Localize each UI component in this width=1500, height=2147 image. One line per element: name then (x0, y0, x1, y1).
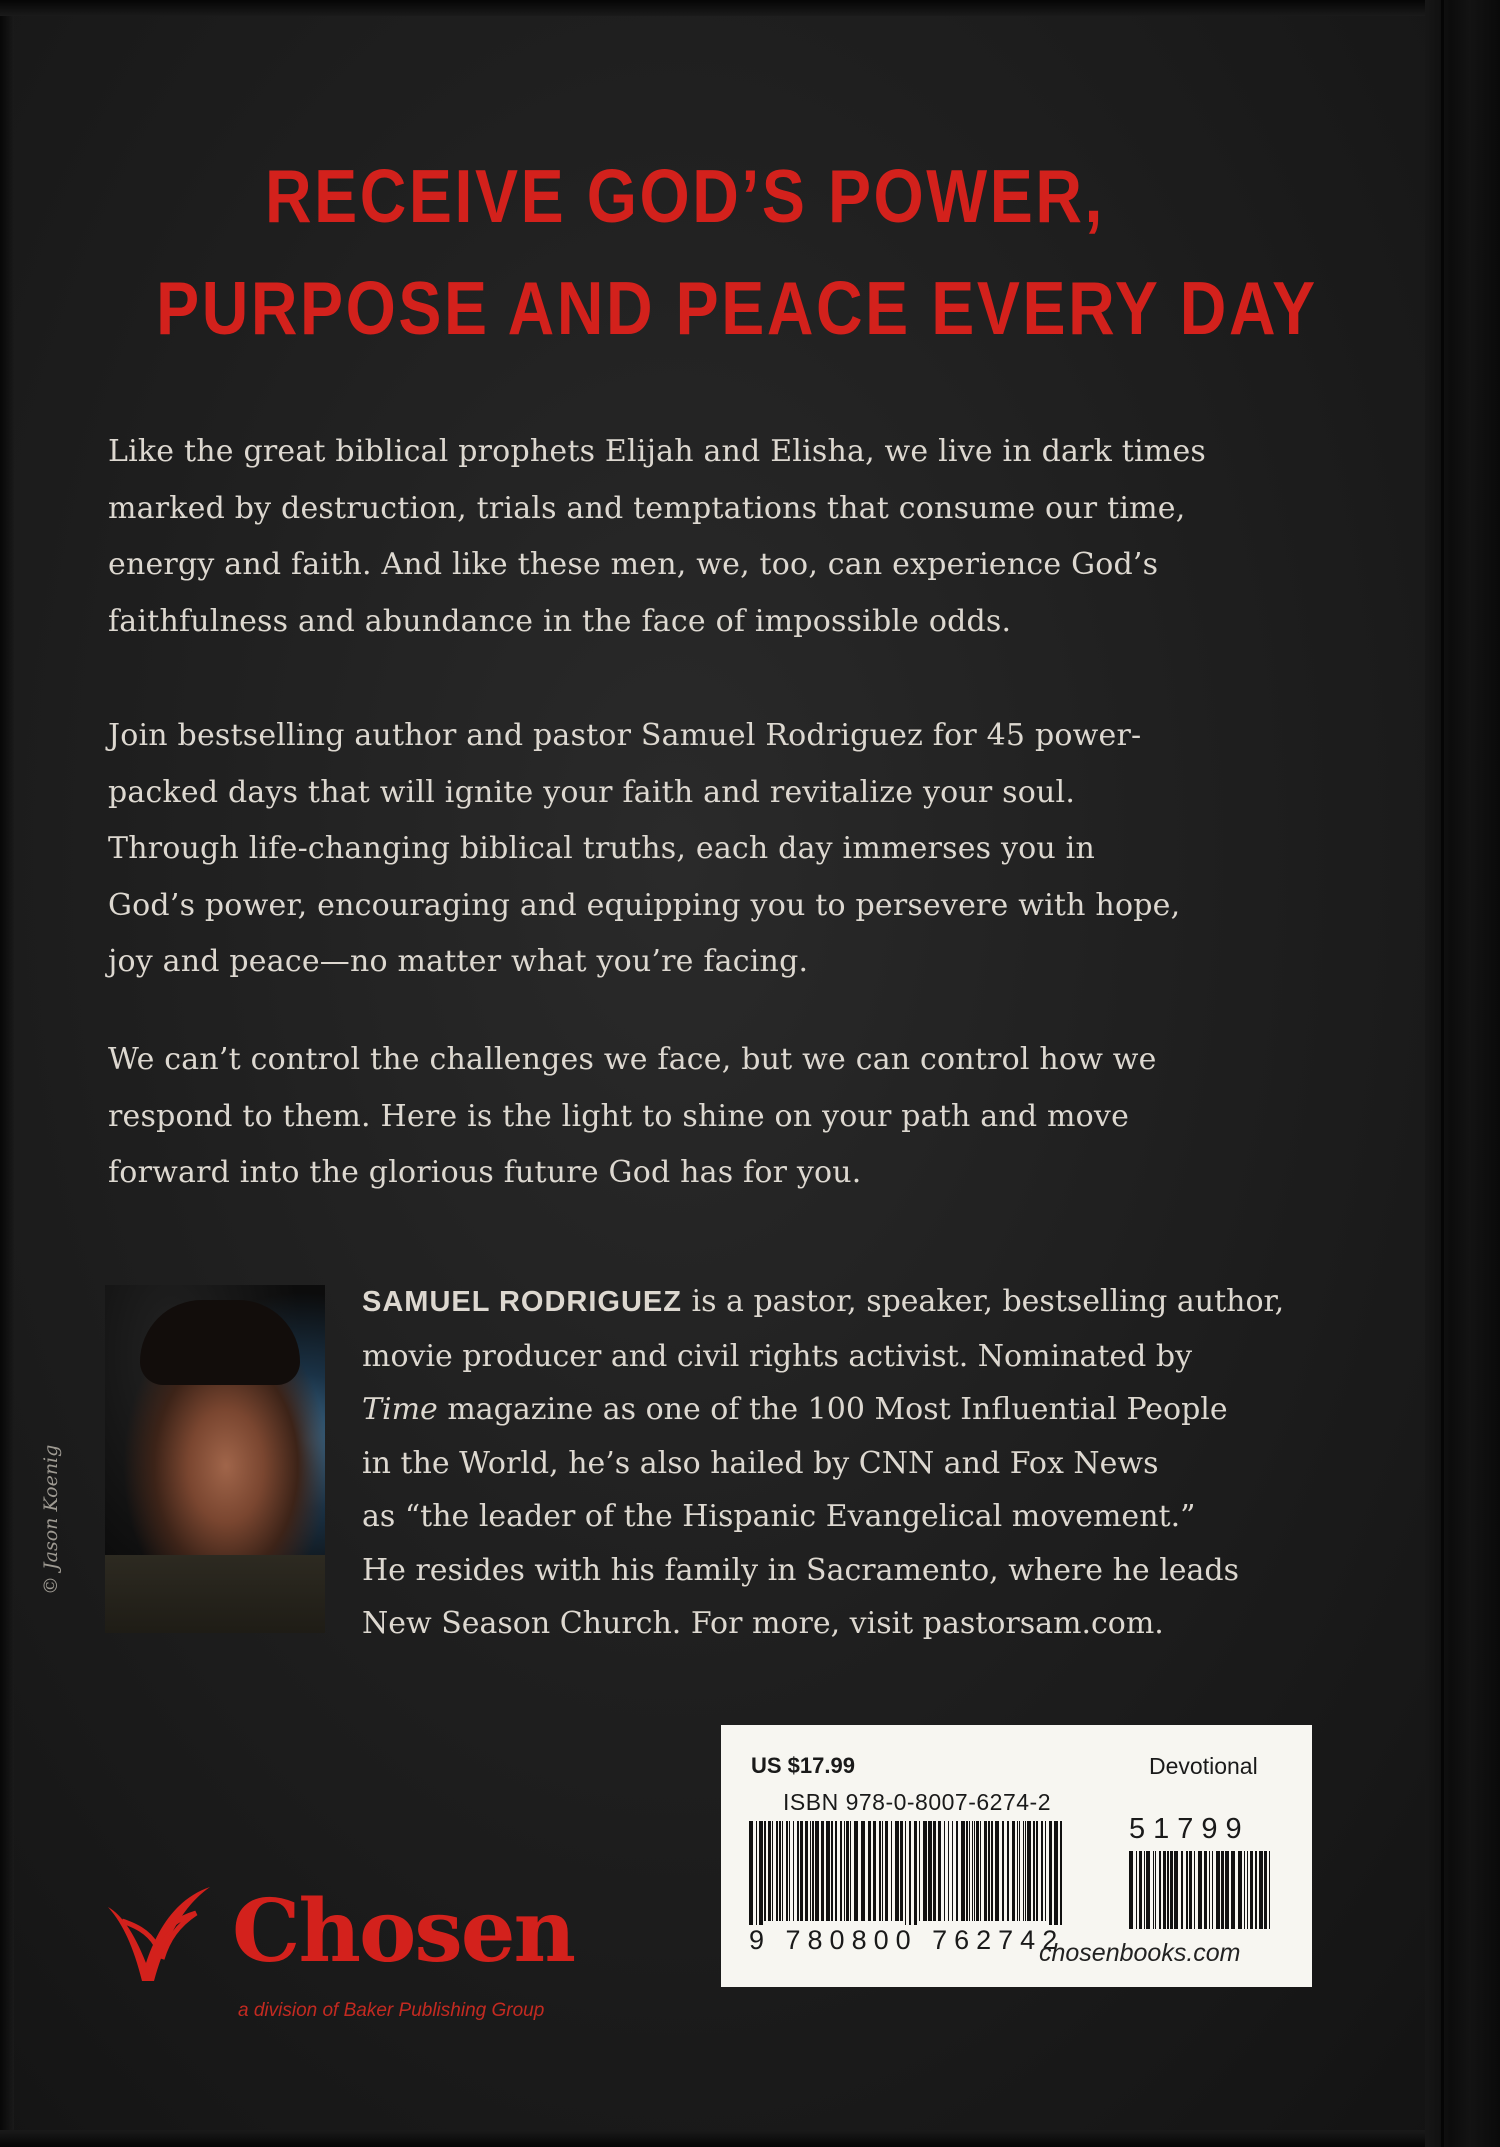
barcode-bar (821, 1821, 824, 1921)
barcode-bar (873, 1821, 876, 1921)
author-bio (362, 1275, 1322, 1651)
barcode-bar (868, 1821, 871, 1921)
barcode-bar (779, 1821, 781, 1921)
barcode-bar (805, 1821, 808, 1921)
barcode-bar (914, 1821, 917, 1933)
description-paragraph-3 (108, 1032, 1338, 1202)
barcode-bar (928, 1821, 932, 1921)
barcode-bar (1216, 1851, 1220, 1929)
board-groove (1441, 0, 1444, 2147)
barcode-bar (1186, 1851, 1188, 1929)
barcode-bar (1027, 1821, 1031, 1921)
barcode-bar (1231, 1851, 1235, 1929)
barcode-bar (972, 1821, 973, 1921)
barcode-bar (923, 1821, 927, 1921)
barcode-bar (846, 1821, 849, 1921)
barcode-bar (831, 1821, 833, 1921)
barcode-bar (1054, 1821, 1058, 1933)
barcode-bar (895, 1821, 899, 1921)
publisher-logo-text: Chosen (232, 1881, 574, 1982)
barcode-bar (948, 1821, 949, 1921)
barcode-bar (1153, 1851, 1154, 1929)
barcode-bar (969, 1821, 970, 1921)
bottom-edge (0, 2130, 1500, 2147)
barcode-bar (1007, 1821, 1009, 1921)
barcode-bar (1181, 1851, 1183, 1929)
text-line: energy and faith. And like these men, we, too, can experience God’s (108, 547, 1159, 582)
barcode-bar (826, 1821, 830, 1921)
headline-line-2: PURPOSE AND PEACE EVERY DAY (156, 266, 1318, 350)
barcode-bar (764, 1821, 766, 1921)
category: Devotional (1149, 1753, 1258, 1779)
text-line: Join bestselling author and pastor Samuel Rodriguez for 45 power- (108, 718, 1142, 753)
barcode-bar (861, 1821, 865, 1921)
bio-line (362, 1275, 1322, 1330)
description-paragraph-2 (108, 708, 1338, 991)
barcode-bar (776, 1821, 778, 1921)
price: US $17.99 (751, 1753, 855, 1778)
barcode-bar (844, 1821, 845, 1921)
right-board-edge (1425, 0, 1500, 2147)
barcode-bar (956, 1821, 958, 1921)
left-edge (0, 0, 14, 2147)
barcode-bar (1250, 1851, 1253, 1929)
barcode-bar (944, 1821, 945, 1921)
photo-hair (140, 1300, 300, 1385)
barcode-bar (1060, 1821, 1062, 1933)
barcode-bar (933, 1821, 936, 1921)
bio-text: is a pastor, speaker, bestselling author, (681, 1284, 1285, 1319)
text-line: respond to them. Here is the light to shine on your path and move (108, 1098, 1130, 1134)
barcode-bar (1129, 1851, 1133, 1929)
barcode-bars (749, 1821, 1119, 1941)
barcode-bar (1264, 1851, 1267, 1929)
barcode-bar (900, 1821, 903, 1921)
barcode-bar (1269, 1851, 1270, 1929)
magazine-name: Time (362, 1392, 438, 1427)
barcode-bar (974, 1821, 975, 1921)
barcode-bar (891, 1821, 892, 1921)
barcode-bar (812, 1821, 814, 1921)
barcode-bar (1170, 1851, 1173, 1929)
photo-credit: © Jason Koenig (40, 1444, 62, 1595)
barcode-addon-bars (1129, 1851, 1287, 1931)
barcode-bar (952, 1821, 953, 1921)
chosen-logo-icon (104, 1885, 234, 1995)
barcode-bar (1045, 1821, 1046, 1921)
website: chosenbooks.com (1039, 1939, 1241, 1967)
description-paragraph-1 (108, 424, 1338, 650)
text-line: faithfulness and abundance in the face of impossible odds. (108, 603, 1012, 639)
barcode-bar (1209, 1851, 1210, 1929)
author-name: SAMUEL RODRIGUEZ (362, 1286, 682, 1318)
barcode-bar (879, 1821, 881, 1921)
barcode-bar (835, 1821, 837, 1921)
isbn: ISBN 978-0-8007-6274-2 (783, 1789, 1051, 1815)
text-line: forward into the glorious future God has for you. (108, 1155, 862, 1190)
text-line: marked by destruction, trials and temptations that consume our time, (108, 490, 1186, 526)
barcode-bar (988, 1821, 990, 1921)
bio-text: magazine as one of the 100 Most Influential People (437, 1392, 1228, 1427)
barcode-bar (810, 1821, 811, 1921)
text-line: packed days that will ignite your faith and revitalize your soul. (108, 774, 1076, 810)
barcode-bar (815, 1821, 819, 1921)
barcode-bar (1225, 1851, 1229, 1929)
barcode-bar (1155, 1851, 1156, 1929)
top-edge (0, 0, 1500, 16)
barcode-bar (1033, 1821, 1035, 1921)
barcode-bar (1023, 1821, 1024, 1921)
barcode-bar (782, 1821, 783, 1921)
barcode-bar (976, 1821, 979, 1921)
barcode-bar (768, 1821, 771, 1921)
barcode-bar (966, 1821, 968, 1921)
barcode-bar (759, 1821, 763, 1933)
barcode-bar (882, 1821, 883, 1921)
barcode-bar (772, 1821, 773, 1921)
barcode-bar (1259, 1851, 1263, 1929)
bio-line: movie producer and civil rights activist. Nominated by (362, 1338, 1193, 1374)
barcode-bar (854, 1821, 858, 1921)
barcode-bar (1136, 1851, 1137, 1929)
barcode-bar (800, 1821, 803, 1921)
barcode-bar (984, 1821, 987, 1921)
barcode-bar (1247, 1851, 1248, 1929)
barcode-bar (1146, 1851, 1150, 1929)
barcode-bar (1159, 1851, 1161, 1929)
barcode-bar (1036, 1821, 1038, 1921)
barcode-bar (1174, 1851, 1178, 1929)
text-line: Through life-changing biblical truths, each day immerses you in (108, 831, 1095, 866)
barcode-bar (793, 1821, 794, 1921)
barcode-bar (1041, 1821, 1043, 1921)
barcode-bar (756, 1821, 757, 1933)
barcode-bar (1212, 1851, 1213, 1929)
barcode-bar (991, 1821, 993, 1921)
bio-line: He resides with his family in Sacramento, where he leads (362, 1552, 1240, 1588)
text-line: Like the great biblical prophets Elijah and Elisha, we live in dark times (108, 434, 1206, 469)
barcode-bar (1019, 1821, 1020, 1921)
barcode-bar (885, 1821, 888, 1921)
barcode-bar (995, 1821, 999, 1921)
barcode-bar (1167, 1851, 1169, 1929)
bio-line (362, 1383, 1322, 1437)
publisher-tagline: a division of Baker Publishing Group (238, 2000, 545, 2021)
barcode-bar (1025, 1821, 1026, 1921)
text-line: joy and peace—no matter what you’re facing. (108, 944, 809, 979)
barcode-bar (840, 1821, 842, 1921)
text-line: We can’t control the challenges we face, but we can control how we (108, 1042, 1157, 1077)
barcode-bar (938, 1821, 941, 1921)
barcode-bar (1139, 1851, 1142, 1929)
barcode-bar (786, 1821, 788, 1921)
barcode-bar (919, 1821, 920, 1921)
barcode-bar (1238, 1851, 1242, 1929)
barcode-bar (850, 1821, 851, 1921)
barcode-bar (1049, 1821, 1052, 1933)
barcode-bar (749, 1821, 753, 1933)
bio-line: New Season Church. For more, visit pastorsam.com. (362, 1606, 1164, 1641)
bio-line: in the World, he’s also hailed by CNN and Fox News (362, 1445, 1159, 1481)
barcode-bar (1198, 1851, 1202, 1929)
barcode-bar (1221, 1851, 1224, 1929)
text-line: God’s power, encouraging and equipping you to persevere with hope, (108, 887, 1181, 923)
barcode-bar (980, 1821, 981, 1921)
barcode-box (721, 1725, 1312, 1987)
barcode-digits: 9 780800 762742 (749, 1925, 1065, 1955)
author-photo (105, 1285, 325, 1633)
barcode-bar (1189, 1851, 1192, 1929)
headline (156, 140, 1318, 364)
barcode-bar (1163, 1851, 1166, 1929)
barcode-bar (909, 1821, 911, 1933)
barcode-bar (1012, 1821, 1015, 1921)
headline-line-1: RECEIVE GOD’S POWER, (264, 154, 1106, 238)
barcode-bar (1144, 1851, 1145, 1929)
barcode-bar (1002, 1821, 1004, 1921)
barcode-bar (905, 1821, 906, 1933)
barcode-bar (1017, 1821, 1018, 1921)
barcode-bar (961, 1821, 965, 1921)
barcode-bar (789, 1821, 790, 1921)
photo-shirt (105, 1555, 325, 1633)
barcode-bar (1244, 1851, 1245, 1929)
bio-line: as “the leader of the Hispanic Evangelical movement.” (362, 1499, 1196, 1534)
barcode-addon-digits: 51799 (1129, 1813, 1250, 1845)
barcode-bar (1194, 1851, 1195, 1929)
barcode-bar (797, 1821, 799, 1921)
barcode-bar (1255, 1851, 1257, 1929)
barcode-bar (1204, 1851, 1207, 1929)
